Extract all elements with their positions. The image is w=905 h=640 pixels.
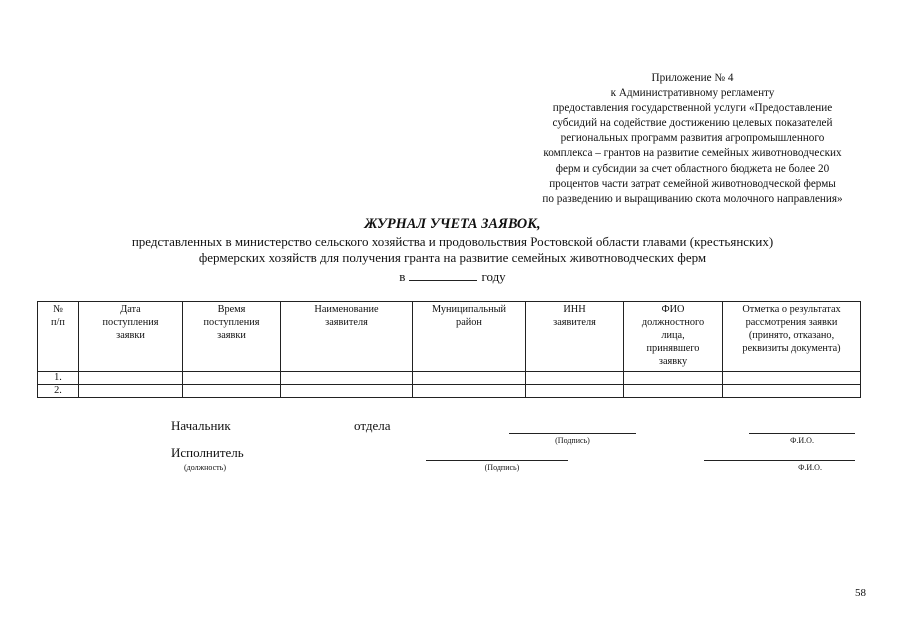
executor-fio-caption: Ф.И.О. <box>798 463 822 472</box>
table-cell: 2. <box>38 385 79 398</box>
year-prefix: в <box>399 269 406 284</box>
head-signature-line <box>509 433 636 434</box>
table-cell <box>79 385 183 398</box>
table-cell <box>723 372 861 385</box>
appendix-line: процентов части затрат семейной животноводческой фермы <box>549 177 836 190</box>
appendix-block <box>515 71 870 207</box>
appendix-line: к Административному регламенту <box>610 87 775 100</box>
header-official-name: ФИО должностного лица, принявшего заявку <box>624 302 723 372</box>
department-label: отдела <box>354 418 391 433</box>
table-row <box>38 372 861 385</box>
head-label: Начальник <box>171 418 231 433</box>
header-inn: ИНН заявителя <box>526 302 624 372</box>
executor-label: Исполнитель <box>171 445 244 460</box>
year-suffix: году <box>481 269 506 284</box>
page-number: 58 <box>855 587 866 599</box>
header-applicant-name: Наименование заявителя <box>281 302 413 372</box>
header-date: Дата поступления заявки <box>79 302 183 372</box>
appendix-line: субсидий на содействие достижению целевых показателей <box>552 117 833 130</box>
year-line <box>0 268 905 285</box>
table-header-row <box>38 302 861 372</box>
table-cell <box>413 385 526 398</box>
table-cell <box>281 385 413 398</box>
table-cell <box>183 372 281 385</box>
header-review-result: Отметка о результатах рассмотрения заявки (принято, отказано, реквизиты документа) <box>723 302 861 372</box>
subtitle-line: представленных в министерство сельского хозяйства и продовольствия Ростовской области главами (крестьянских) <box>131 234 774 249</box>
executor-signature-line <box>426 460 568 461</box>
table-cell <box>413 372 526 385</box>
table-cell <box>723 385 861 398</box>
header-municipal-district: Муниципальный район <box>413 302 526 372</box>
table-cell <box>526 385 624 398</box>
executor-signature-caption: (Подпись) <box>484 463 520 472</box>
header-time: Время поступления заявки <box>183 302 281 372</box>
subtitle-line: фермерских хозяйств для получения гранта на развитие семейных животноводческих ферм <box>198 250 707 265</box>
appendix-line: по разведению и выращиванию скота молочного направления» <box>542 192 843 205</box>
executor-fio-line <box>704 460 855 461</box>
table-cell <box>624 372 723 385</box>
position-caption: (должность) <box>184 463 226 472</box>
document-subtitle <box>0 234 905 266</box>
year-blank <box>409 268 477 281</box>
journal-table <box>37 301 861 398</box>
table-cell <box>624 385 723 398</box>
head-fio-caption: Ф.И.О. <box>790 436 814 445</box>
appendix-line: предоставления государственной услуги «Предоставление <box>552 102 833 115</box>
head-fio-line <box>749 433 855 434</box>
appendix-line: региональных программ развития агропромышленного <box>560 132 825 145</box>
appendix-line: Приложение № 4 <box>651 72 734 84</box>
table-row <box>38 385 861 398</box>
head-signature-caption: (Подпись) <box>555 436 590 445</box>
table-cell <box>183 385 281 398</box>
appendix-line: ферм и субсидии за счет областного бюджета не более 20 <box>555 162 830 175</box>
header-number: № п/п <box>38 302 79 372</box>
table-cell <box>281 372 413 385</box>
appendix-line: комплекса – грантов на развитие семейных животноводческих <box>543 147 842 160</box>
table-cell <box>526 372 624 385</box>
document-title: ЖУРНАЛ УЧЕТА ЗАЯВОК, <box>364 216 541 232</box>
table-cell: 1. <box>38 372 79 385</box>
table-cell <box>79 372 183 385</box>
